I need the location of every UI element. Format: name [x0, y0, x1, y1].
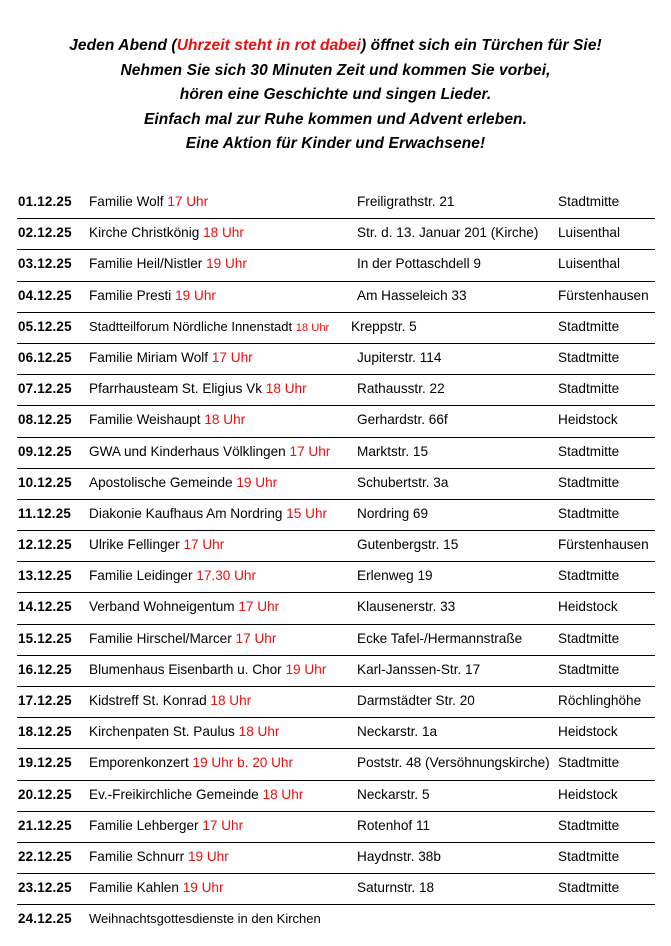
- cell-host-name-text: Apostolische Gemeinde: [89, 474, 233, 490]
- cell-time: 18 Uhr: [203, 225, 244, 241]
- cell-address: Gerhardstr. 66f: [357, 412, 448, 428]
- cell-time: 19 Uhr: [285, 661, 327, 677]
- cell-district: Heidstock: [558, 724, 618, 740]
- cell-host-name: [89, 313, 329, 342]
- cell-address: Darmstädter Str. 20: [357, 693, 475, 708]
- cell-time: 18 Uhr: [238, 724, 280, 740]
- cell-date: 07.12.25: [18, 381, 72, 397]
- table-row-inner: [17, 562, 655, 592]
- cell-address: Neckarstr. 5: [357, 786, 430, 802]
- cell-address: Marktstr. 15: [357, 443, 429, 459]
- table-row: [17, 812, 655, 843]
- cell-host-name-text: Weihnachtsgottesdienste in den Kirchen: [89, 911, 321, 927]
- cell-host-name: [89, 282, 216, 310]
- table-row: [17, 625, 655, 656]
- table-row-inner: [17, 500, 655, 530]
- cell-host-name: [89, 188, 208, 216]
- cell-date: 02.12.25: [18, 225, 72, 241]
- cell-host-name-text: GWA und Kinderhaus Völklingen: [89, 443, 286, 459]
- cell-district: Stadtmitte: [558, 318, 620, 334]
- cell-host-name: [89, 812, 243, 840]
- table-row: [17, 313, 655, 344]
- table-row-inner: [17, 625, 655, 655]
- cell-host-name-text: Blumenhaus Eisenbarth u. Chor: [89, 661, 282, 677]
- cell-date: 11.12.25: [18, 505, 71, 521]
- cell-host-name: [89, 500, 327, 528]
- cell-time: 19 Uhr b. 20 Uhr: [192, 755, 294, 771]
- cell-host-name-text: Familie Weishaupt: [89, 412, 201, 428]
- cell-address: Rotenhof 11: [357, 817, 431, 833]
- cell-date: 01.12.25: [18, 194, 72, 209]
- table-row: [17, 749, 655, 780]
- table-row: [17, 344, 655, 375]
- cell-date: 24.12.25: [18, 911, 72, 927]
- cell-date: 21.12.25: [18, 817, 72, 833]
- cell-host-name-text: Familie Hirschel/Marcer: [89, 630, 232, 646]
- cell-date: 15.12.25: [18, 630, 72, 646]
- cell-host-name-text: Familie Heil/Nistler: [89, 256, 203, 272]
- cell-host-name: [89, 469, 277, 497]
- cell-time: 17 Uhr: [183, 537, 225, 553]
- cell-district: Luisenthal: [558, 256, 620, 272]
- cell-date: 17.12.25: [18, 693, 72, 708]
- cell-host-name: [89, 219, 244, 247]
- table-row-inner: [17, 874, 655, 904]
- cell-host-name: [89, 250, 247, 278]
- cell-time: 18 Uhr: [262, 786, 304, 802]
- cell-district: Fürstenhausen: [558, 537, 649, 553]
- cell-host-name-text: Kirchenpaten St. Paulus: [89, 724, 235, 740]
- cell-district: Stadtmitte: [558, 381, 620, 397]
- table-row: [17, 843, 655, 874]
- table-row-inner: [17, 687, 655, 717]
- table-row-inner: [17, 282, 655, 312]
- cell-address: Klausenerstr. 33: [357, 599, 456, 615]
- table-row-inner: [17, 749, 655, 779]
- cell-address: Am Hasseleich 33: [357, 287, 467, 303]
- cell-host-name-text: Diakonie Kaufhaus Am Nordring: [89, 505, 283, 521]
- cell-district: Röchlinghöhe: [558, 693, 642, 708]
- cell-host-name: [89, 843, 229, 871]
- table-row-inner: [17, 406, 655, 436]
- cell-time: 15 Uhr: [286, 505, 328, 521]
- cell-host-name: [89, 687, 251, 715]
- cell-time: 17 Uhr: [202, 817, 244, 833]
- intro-line-2: Nehmen Sie sich 30 Minuten Zeit und kommen Sie vorbei,: [120, 61, 551, 79]
- cell-host-name-text: Familie Miriam Wolf: [89, 349, 209, 365]
- cell-date: 06.12.25: [18, 349, 72, 365]
- cell-district: Stadtmitte: [558, 505, 620, 521]
- cell-date: 16.12.25: [18, 661, 72, 677]
- cell-district: Heidstock: [558, 412, 618, 428]
- table-row: [17, 219, 655, 250]
- table-row: [17, 656, 655, 687]
- table-row: [17, 687, 655, 718]
- intro-line-1-suffix: ) öffnet sich ein Türchen für Sie!: [361, 37, 602, 54]
- cell-time: 19 Uhr: [182, 880, 224, 896]
- cell-district: Stadtmitte: [558, 630, 620, 646]
- cell-host-name-text: Verband Wohneigentum: [89, 599, 235, 615]
- table-row-inner: [17, 905, 655, 935]
- cell-time: 17 Uhr: [235, 630, 277, 646]
- cell-district: Stadtmitte: [558, 755, 620, 771]
- table-row: [17, 781, 655, 812]
- table-row-inner: [17, 531, 655, 561]
- cell-address: Jupiterstr. 114: [357, 349, 442, 365]
- cell-address: Ecke Tafel-/Hermannstraße: [357, 630, 523, 646]
- cell-address: Karl-Janssen-Str. 17: [357, 661, 481, 677]
- table-row-inner: [17, 219, 655, 249]
- table-row-inner: [17, 344, 655, 374]
- intro-text-block: [0, 0, 671, 157]
- table-row: [17, 469, 655, 500]
- cell-district: Stadtmitte: [558, 349, 620, 365]
- intro-line-1-red-note: Uhrzeit steht in rot dabei: [176, 37, 361, 54]
- cell-address: Rathausstr. 22: [357, 381, 445, 397]
- cell-date: 23.12.25: [18, 880, 72, 896]
- table-row-inner: [17, 375, 655, 405]
- cell-time: 17 Uhr: [167, 194, 209, 209]
- cell-time: 19 Uhr: [187, 848, 229, 864]
- cell-host-name-text: Kidstreff St. Konrad: [89, 693, 207, 708]
- cell-host-name: [89, 905, 321, 933]
- intro-line-1-prefix: Jeden Abend (: [69, 37, 177, 54]
- cell-time: 19 Uhr: [236, 474, 278, 490]
- cell-host-name: [89, 344, 253, 372]
- cell-address: Nordring 69: [357, 505, 429, 521]
- cell-address: Poststr. 48 (Versöhnungskirche): [357, 755, 550, 771]
- cell-address: In der Pottaschdell 9: [357, 256, 481, 272]
- cell-time: 17 Uhr: [238, 599, 280, 615]
- cell-district: Stadtmitte: [558, 661, 620, 677]
- cell-time: 18 Uhr: [295, 321, 330, 334]
- table-row-inner: [17, 718, 655, 748]
- cell-district: Heidstock: [558, 599, 618, 615]
- cell-date: 08.12.25: [18, 412, 72, 428]
- cell-host-name: [89, 562, 256, 590]
- cell-address: Erlenweg 19: [357, 568, 433, 584]
- cell-host-name: [89, 781, 303, 809]
- cell-host-name: [89, 375, 307, 403]
- cell-date: 22.12.25: [18, 848, 72, 864]
- cell-host-name-text: Ev.-Freikirchliche Gemeinde: [89, 786, 259, 802]
- cell-district: Stadtmitte: [558, 194, 620, 209]
- cell-address: Saturnstr. 18: [357, 880, 435, 896]
- table-row: [17, 562, 655, 593]
- cell-host-name: [89, 749, 293, 777]
- cell-address: Neckarstr. 1a: [357, 724, 438, 740]
- table-row: [17, 438, 655, 469]
- table-row: [17, 188, 655, 219]
- cell-district: Stadtmitte: [558, 568, 620, 584]
- cell-host-name-text: Familie Wolf: [89, 194, 164, 209]
- table-row: [17, 874, 655, 905]
- cell-time: 18 Uhr: [265, 381, 307, 397]
- cell-host-name-text: Pfarrhausteam St. Eligius Vk: [89, 381, 263, 397]
- cell-date: 18.12.25: [18, 724, 72, 740]
- cell-time: 17 Uhr: [289, 443, 331, 459]
- cell-address: Gutenbergstr. 15: [357, 537, 459, 553]
- cell-date: 10.12.25: [18, 474, 72, 490]
- cell-host-name-text: Ulrike Fellinger: [89, 537, 180, 553]
- cell-date: 05.12.25: [18, 318, 72, 334]
- cell-date: 14.12.25: [18, 599, 72, 615]
- table-row-inner: [17, 656, 655, 686]
- cell-address: Kreppstr. 5: [351, 318, 417, 334]
- cell-date: 09.12.25: [18, 443, 72, 459]
- intro-line-5: Eine Aktion für Kinder und Erwachsene!: [185, 135, 486, 152]
- cell-host-name-text: Familie Schnurr: [89, 848, 185, 864]
- table-row-inner: [17, 250, 655, 280]
- cell-host-name-text: Stadtteilforum Nördliche Innenstadt: [89, 318, 293, 334]
- table-row: [17, 250, 655, 281]
- cell-time: 19 Uhr: [206, 256, 247, 272]
- cell-host-name: [89, 531, 224, 559]
- cell-host-name: [89, 625, 276, 653]
- cell-district: Stadtmitte: [558, 474, 620, 490]
- table-row: [17, 282, 655, 313]
- cell-host-name: [89, 656, 326, 684]
- cell-host-name-text: Familie Lehberger: [89, 817, 199, 833]
- cell-time: 17.30 Uhr: [196, 568, 256, 584]
- cell-host-name-text: Familie Presti: [89, 287, 172, 303]
- table-row: [17, 718, 655, 749]
- cell-time: 18 Uhr: [210, 693, 252, 708]
- cell-district: Luisenthal: [558, 225, 620, 241]
- table-row: [17, 375, 655, 406]
- table-row: [17, 593, 655, 624]
- cell-host-name-text: Kirche Christkönig: [89, 225, 200, 241]
- cell-host-name: [89, 406, 245, 434]
- cell-district: Fürstenhausen: [558, 287, 649, 303]
- table-row-inner: [17, 781, 655, 811]
- cell-date: 20.12.25: [18, 786, 72, 802]
- cell-district: Heidstock: [558, 786, 618, 802]
- cell-date: 03.12.25: [18, 256, 72, 272]
- table-row-inner: [17, 469, 655, 499]
- table-row-inner: [17, 188, 655, 218]
- intro-line-3: hören eine Geschichte und singen Lieder.: [179, 86, 492, 103]
- table-row: [17, 500, 655, 531]
- cell-host-name: [89, 718, 279, 746]
- cell-district: Stadtmitte: [558, 817, 620, 833]
- cell-address: Haydnstr. 38b: [357, 848, 441, 864]
- cell-host-name-text: Familie Leidinger: [89, 568, 193, 584]
- intro-line-4: Einfach mal zur Ruhe kommen und Advent erleben.: [143, 110, 528, 128]
- cell-host-name: [89, 593, 279, 621]
- cell-time: 18 Uhr: [204, 412, 246, 428]
- intro-line-1: [0, 34, 671, 59]
- cell-address: Str. d. 13. Januar 201 (Kirche): [357, 225, 539, 241]
- table-row-inner: [17, 593, 655, 623]
- table-row-inner: [17, 313, 655, 343]
- cell-date: 04.12.25: [18, 287, 72, 303]
- advent-schedule-table: [17, 188, 655, 936]
- cell-date: 19.12.25: [18, 755, 72, 771]
- cell-host-name-text: Familie Kahlen: [89, 880, 179, 896]
- cell-date: 13.12.25: [18, 568, 72, 584]
- table-row-inner: [17, 812, 655, 842]
- cell-time: 17 Uhr: [211, 349, 253, 365]
- cell-date: 12.12.25: [18, 537, 72, 553]
- cell-address: Freiligrathstr. 21: [357, 194, 455, 209]
- table-row-inner: [17, 843, 655, 873]
- table-row-inner: [17, 438, 655, 468]
- cell-host-name: [89, 438, 330, 466]
- cell-address: Schubertstr. 3a: [357, 474, 449, 490]
- cell-host-name: [89, 874, 224, 902]
- table-row: [17, 531, 655, 562]
- cell-time: 19 Uhr: [175, 287, 216, 303]
- table-row: [17, 905, 655, 935]
- cell-district: Stadtmitte: [558, 848, 620, 864]
- table-row: [17, 406, 655, 437]
- cell-district: Stadtmitte: [558, 880, 620, 896]
- cell-district: Stadtmitte: [558, 443, 620, 459]
- cell-host-name-text: Emporenkonzert: [89, 755, 189, 771]
